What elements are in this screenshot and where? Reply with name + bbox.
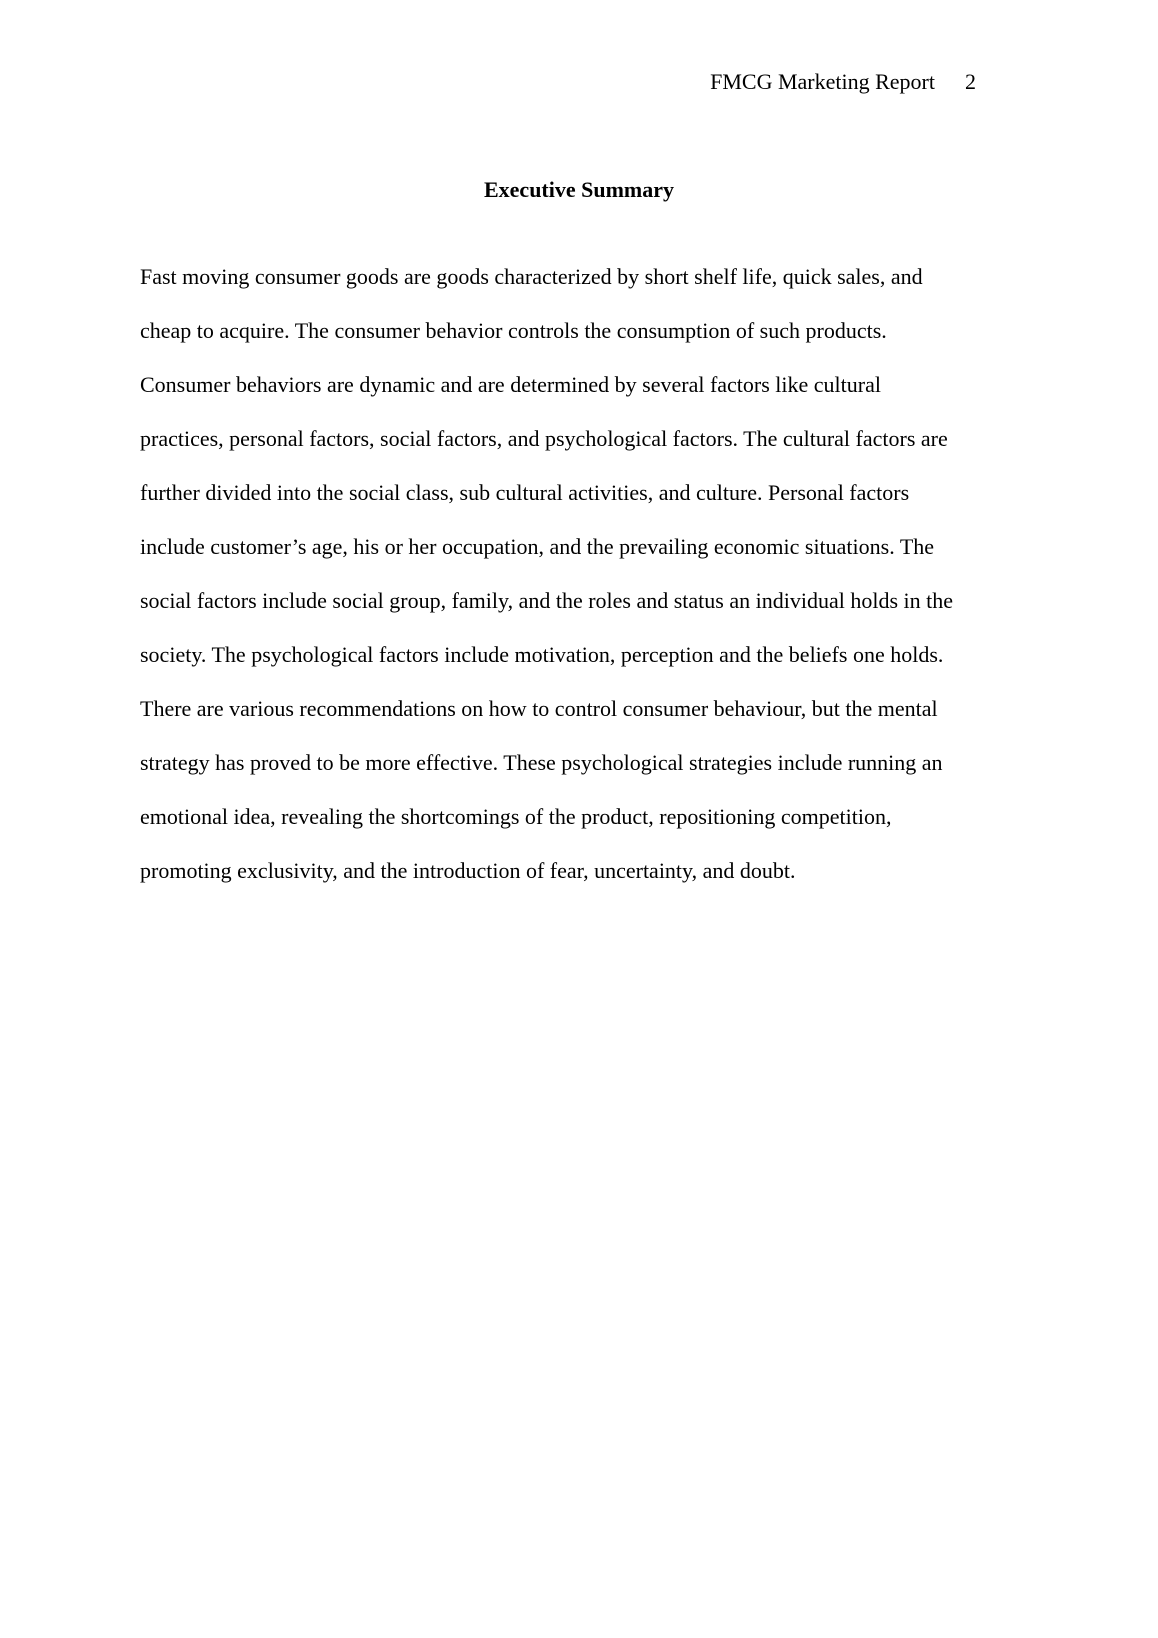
summary-paragraph: Fast moving consumer goods are goods characterized by short shelf life, quick sales, and cheap to acquire. The consumer behavior controls the consumption of such products. Consumer behaviors are dynamic and are determined by several factors like cultural practices, personal factors, social factors, and psychological factors. The cultural factors are further divided into the social class, sub cultural activities, and culture. Personal factors include customer’s age, his or her occupation, and the prevailing economic situations. The social factors include social group, family, and the roles and status an individual holds in the society. The psychological factors include motivation, perception and the beliefs one holds. There are various recommendations on how to control consumer behaviour, but the mental strategy has proved to be more effective. These psychological strategies include running an emotional idea, revealing the shortcomings of the product, repositioning competition, promoting exclusivity, and the introduction of fear, uncertainty, and doubt. bbox=[140, 264, 953, 883]
running-header bbox=[710, 68, 976, 96]
page-number: 2 bbox=[965, 69, 976, 94]
running-title: FMCG Marketing Report bbox=[710, 69, 935, 94]
section-title: Executive Summary bbox=[483, 177, 675, 202]
